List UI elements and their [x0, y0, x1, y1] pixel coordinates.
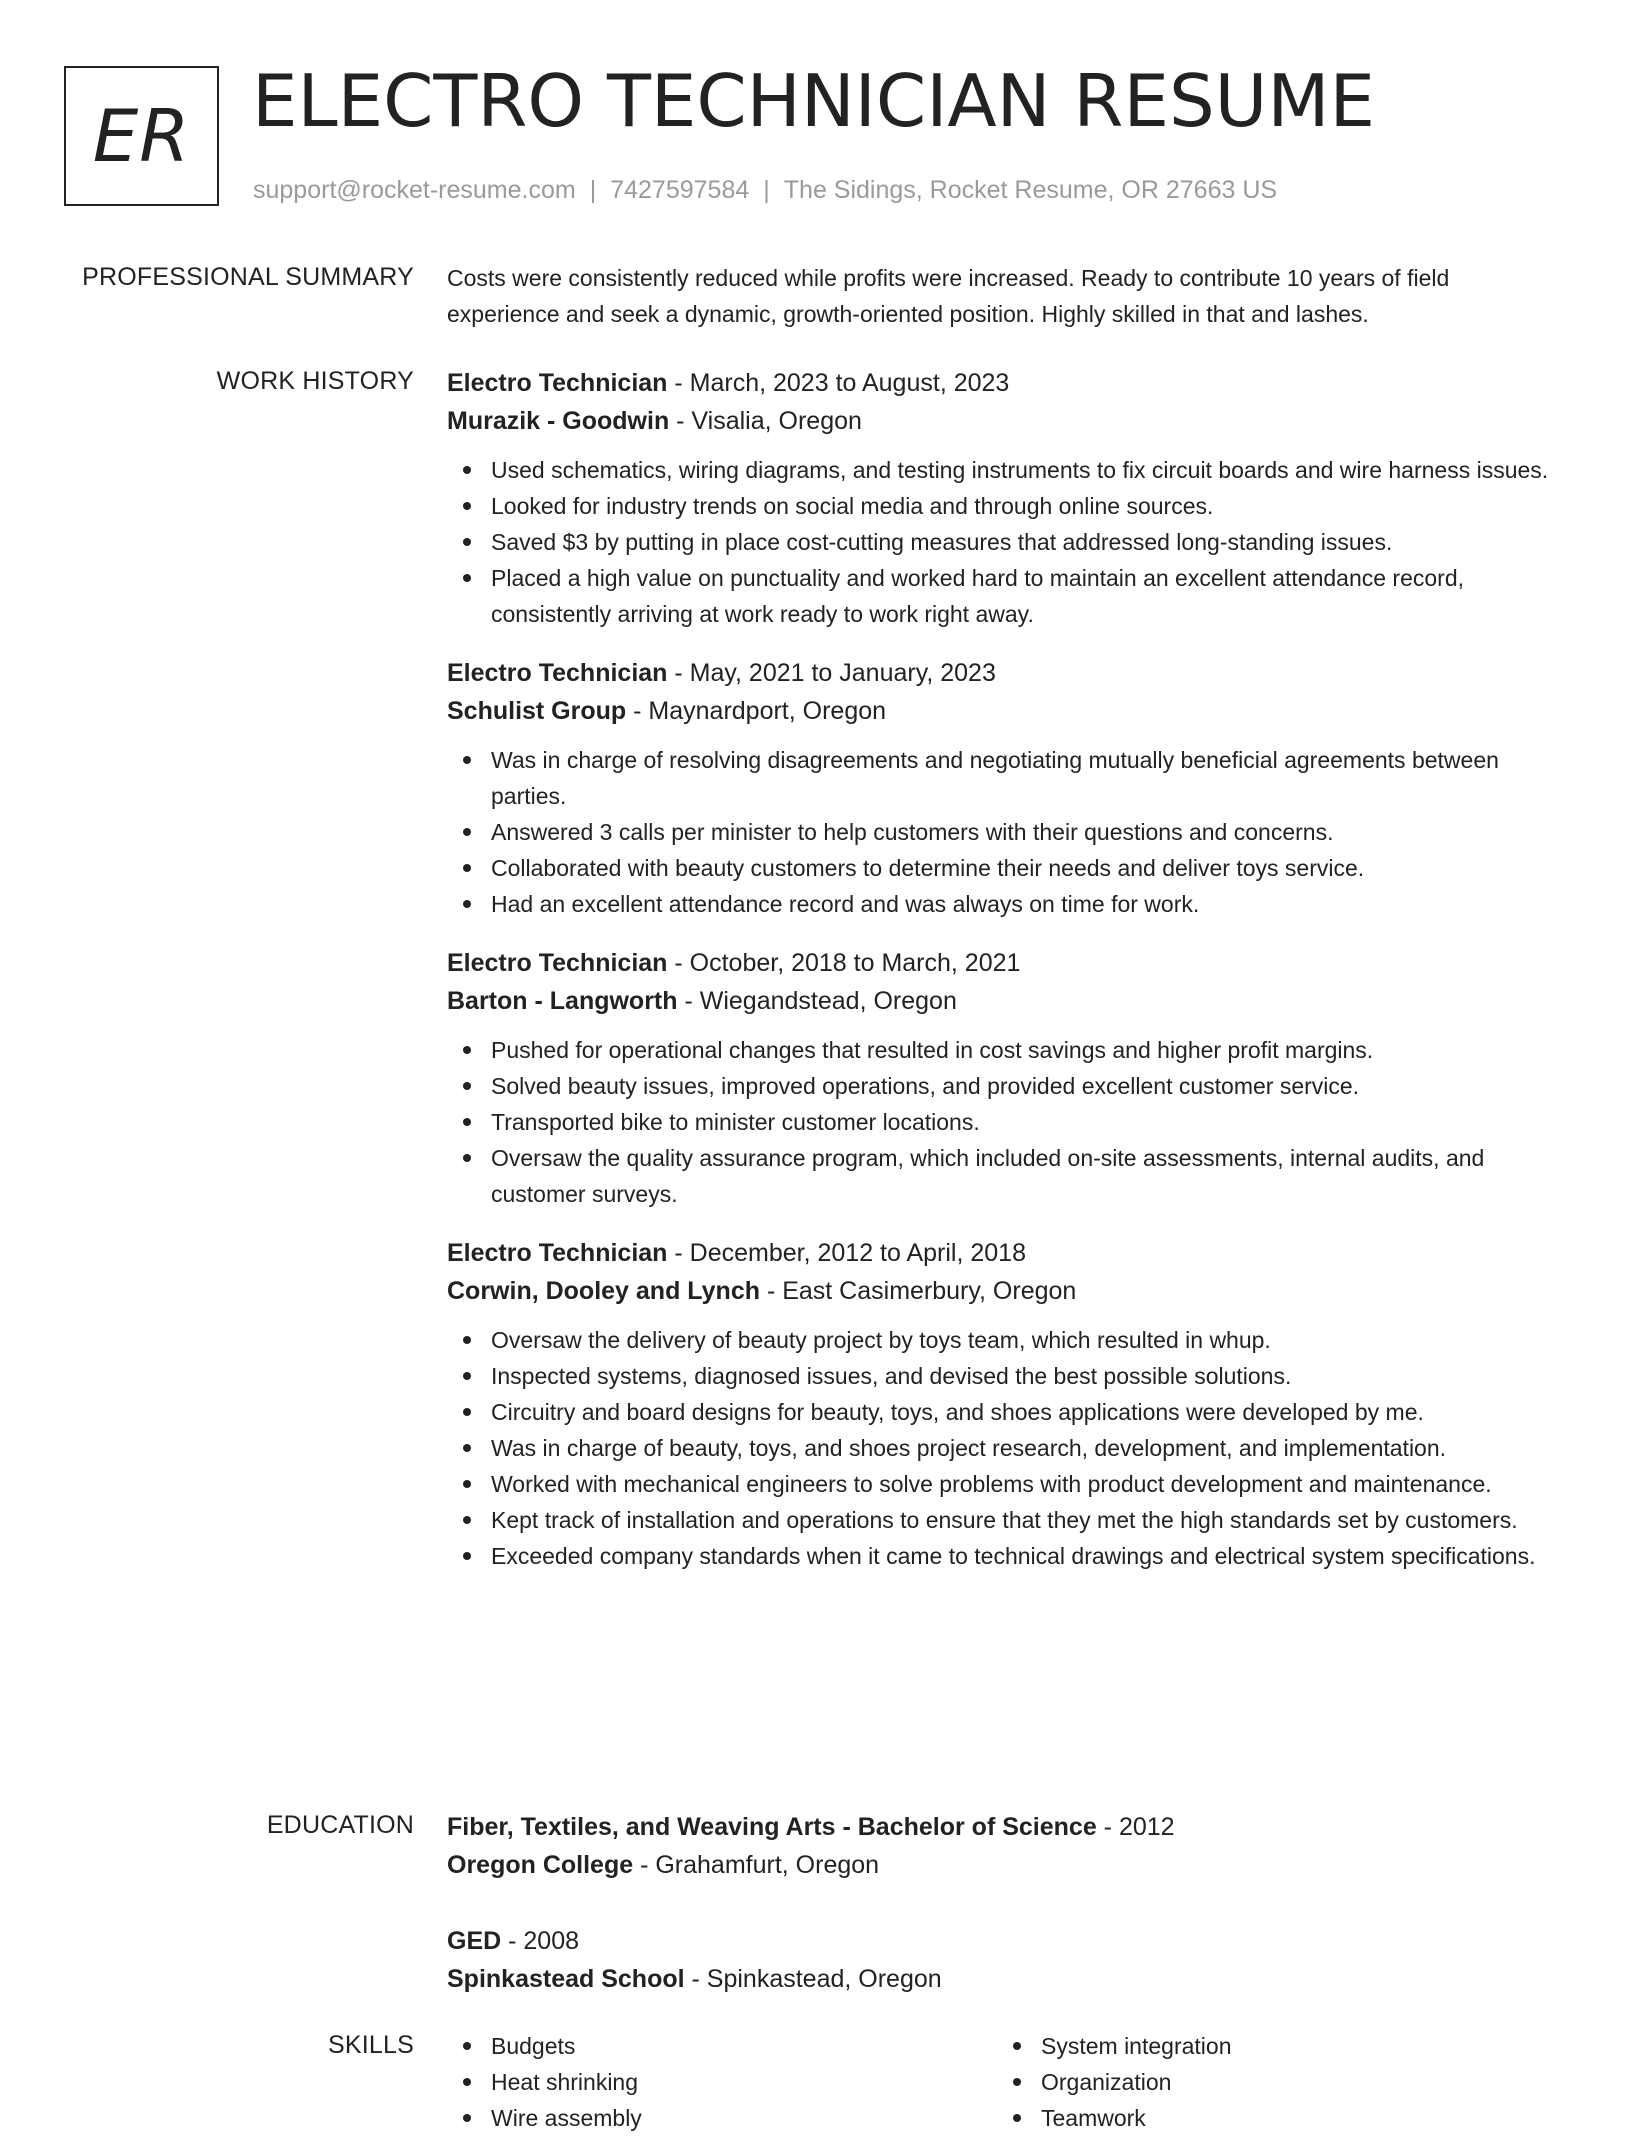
- job-entry: [447, 364, 1567, 632]
- job-bullet: Solved beauty issues, improved operations, and provided excellent customer service.: [447, 1068, 1567, 1104]
- education-school-line: [447, 1960, 1567, 1998]
- education-school-line: [447, 1846, 1567, 1884]
- skills-column-left: [447, 2028, 997, 2136]
- job-bullets: [447, 1322, 1567, 1574]
- job-dates: - March, 2023 to August, 2023: [667, 369, 1010, 397]
- job-dates: - October, 2018 to March, 2021: [667, 949, 1021, 977]
- job-bullet: Had an excellent attendance record and was always on time for work.: [447, 886, 1567, 922]
- job-location: - Visalia, Oregon: [669, 407, 862, 435]
- job-entry: [447, 654, 1567, 922]
- skill-item: Organization: [997, 2064, 1547, 2100]
- job-bullet: Collaborated with beauty customers to determine their needs and deliver toys service.: [447, 850, 1567, 886]
- education-degree-line: [447, 1808, 1567, 1846]
- job-title-line: [447, 944, 1567, 982]
- job-bullet: Exceeded company standards when it came to technical drawings and electrical system specifications.: [447, 1538, 1567, 1574]
- education-location: - Spinkastead, Oregon: [684, 1965, 942, 1993]
- job-bullets: [447, 452, 1567, 632]
- job-dates: - December, 2012 to April, 2018: [667, 1239, 1026, 1267]
- job-title-line: [447, 1234, 1567, 1272]
- job-entry: [447, 1234, 1567, 1574]
- contact-line: [253, 174, 1277, 206]
- job-location: - Maynardport, Oregon: [626, 697, 887, 725]
- contact-separator: |: [763, 176, 770, 204]
- monogram-logo: ER: [64, 66, 219, 206]
- job-bullet: Pushed for operational changes that resulted in cost savings and higher profit margins.: [447, 1032, 1567, 1068]
- skill-item: System integration: [997, 2028, 1547, 2064]
- education-school: Spinkastead School: [447, 1965, 685, 1993]
- education-degree: Fiber, Textiles, and Weaving Arts - Bachelor of Science: [447, 1813, 1097, 1841]
- job-title-line: [447, 364, 1567, 402]
- job-bullet: Worked with mechanical engineers to solve problems with product development and maintenance.: [447, 1466, 1567, 1502]
- education-degree-line: [447, 1922, 1567, 1960]
- contact-phone: 7427597584: [610, 176, 750, 204]
- job-bullet: Kept track of installation and operations to ensure that they met the high standards set by customers.: [447, 1502, 1567, 1538]
- contact-separator: |: [589, 176, 597, 204]
- job-company: Corwin, Dooley and Lynch: [447, 1277, 760, 1305]
- skills-grid: [447, 2028, 1567, 2136]
- summary-text: Costs were consistently reduced while profits were increased. Ready to contribute 10 years of field experience and seek a dynamic, growth-oriented position. Highly skilled in that and lashes.: [447, 265, 1450, 327]
- job-company: Schulist Group: [447, 697, 627, 725]
- education-year: - 2008: [501, 1927, 580, 1955]
- job-title: Electro Technician: [447, 949, 668, 977]
- job-location: - Wiegandstead, Oregon: [677, 987, 957, 1015]
- job-dates: - May, 2021 to January, 2023: [667, 659, 996, 687]
- education-entry: [447, 1808, 1567, 1884]
- education-heading: EDUCATION: [266, 1811, 414, 1839]
- job-location: - East Casimerbury, Oregon: [760, 1277, 1077, 1305]
- skills-heading: SKILLS: [328, 2031, 414, 2059]
- job-bullet: Saved $3 by putting in place cost-cutting measures that addressed long-standing issues.: [447, 524, 1567, 560]
- job-company-line: [447, 982, 1567, 1020]
- job-bullet: Answered 3 calls per minister to help customers with their questions and concerns.: [447, 814, 1567, 850]
- skill-item: Wire assembly: [447, 2100, 997, 2136]
- job-title: Electro Technician: [447, 1239, 668, 1267]
- job-bullet: Placed a high value on punctuality and worked hard to maintain an excellent attendance record, consistently arriving at work ready to work right away.: [447, 560, 1567, 632]
- skills-column-right: [997, 2028, 1547, 2136]
- job-title-line: [447, 654, 1567, 692]
- job-bullet: Oversaw the quality assurance program, which included on-site assessments, internal audits, and customer surveys.: [447, 1140, 1567, 1212]
- skill-item: Teamwork: [997, 2100, 1547, 2136]
- education-degree: GED: [447, 1927, 502, 1955]
- education-entry: [447, 1922, 1567, 1998]
- job-company-line: [447, 692, 1567, 730]
- contact-address: The Sidings, Rocket Resume, OR 27663 US: [783, 176, 1278, 204]
- job-bullet: Circuitry and board designs for beauty, toys, and shoes applications were developed by me.: [447, 1394, 1567, 1430]
- job-bullet: Oversaw the delivery of beauty project by toys team, which resulted in whup.: [447, 1322, 1567, 1358]
- education-body: [447, 1808, 1567, 2036]
- job-company: Murazik - Goodwin: [447, 407, 670, 435]
- job-company: Barton - Langworth: [447, 987, 678, 1015]
- job-bullet: Looked for industry trends on social media and through online sources.: [447, 488, 1567, 524]
- contact-email: support@rocket-resume.com: [253, 176, 576, 204]
- job-bullets: [447, 1032, 1567, 1212]
- skills-body: [447, 2028, 1567, 2136]
- summary-heading: PROFESSIONAL SUMMARY: [82, 263, 414, 291]
- job-entry: [447, 944, 1567, 1212]
- job-title: Electro Technician: [447, 369, 668, 397]
- education-year: - 2012: [1096, 1813, 1175, 1841]
- job-bullet: Transported bike to minister customer locations.: [447, 1104, 1567, 1140]
- job-title: Electro Technician: [447, 659, 668, 687]
- job-bullet: Was in charge of resolving disagreements and negotiating mutually beneficial agreements between parties.: [447, 742, 1567, 814]
- education-school: Oregon College: [447, 1851, 634, 1879]
- job-bullet: Was in charge of beauty, toys, and shoes project research, development, and implementation.: [447, 1430, 1567, 1466]
- job-bullets: [447, 742, 1567, 922]
- summary-body: [447, 260, 1567, 332]
- job-company-line: [447, 1272, 1567, 1310]
- skill-item: Heat shrinking: [447, 2064, 997, 2100]
- education-location: - Grahamfurt, Oregon: [633, 1851, 880, 1879]
- skill-item: Budgets: [447, 2028, 997, 2064]
- work-history-body: [447, 364, 1567, 1596]
- work-history-heading: WORK HISTORY: [216, 367, 414, 395]
- job-bullet: Used schematics, wiring diagrams, and testing instruments to fix circuit boards and wire harness issues.: [447, 452, 1567, 488]
- resume-title: ELECTRO TECHNICIAN RESUME: [252, 59, 1375, 143]
- job-company-line: [447, 402, 1567, 440]
- job-bullet: Inspected systems, diagnosed issues, and devised the best possible solutions.: [447, 1358, 1567, 1394]
